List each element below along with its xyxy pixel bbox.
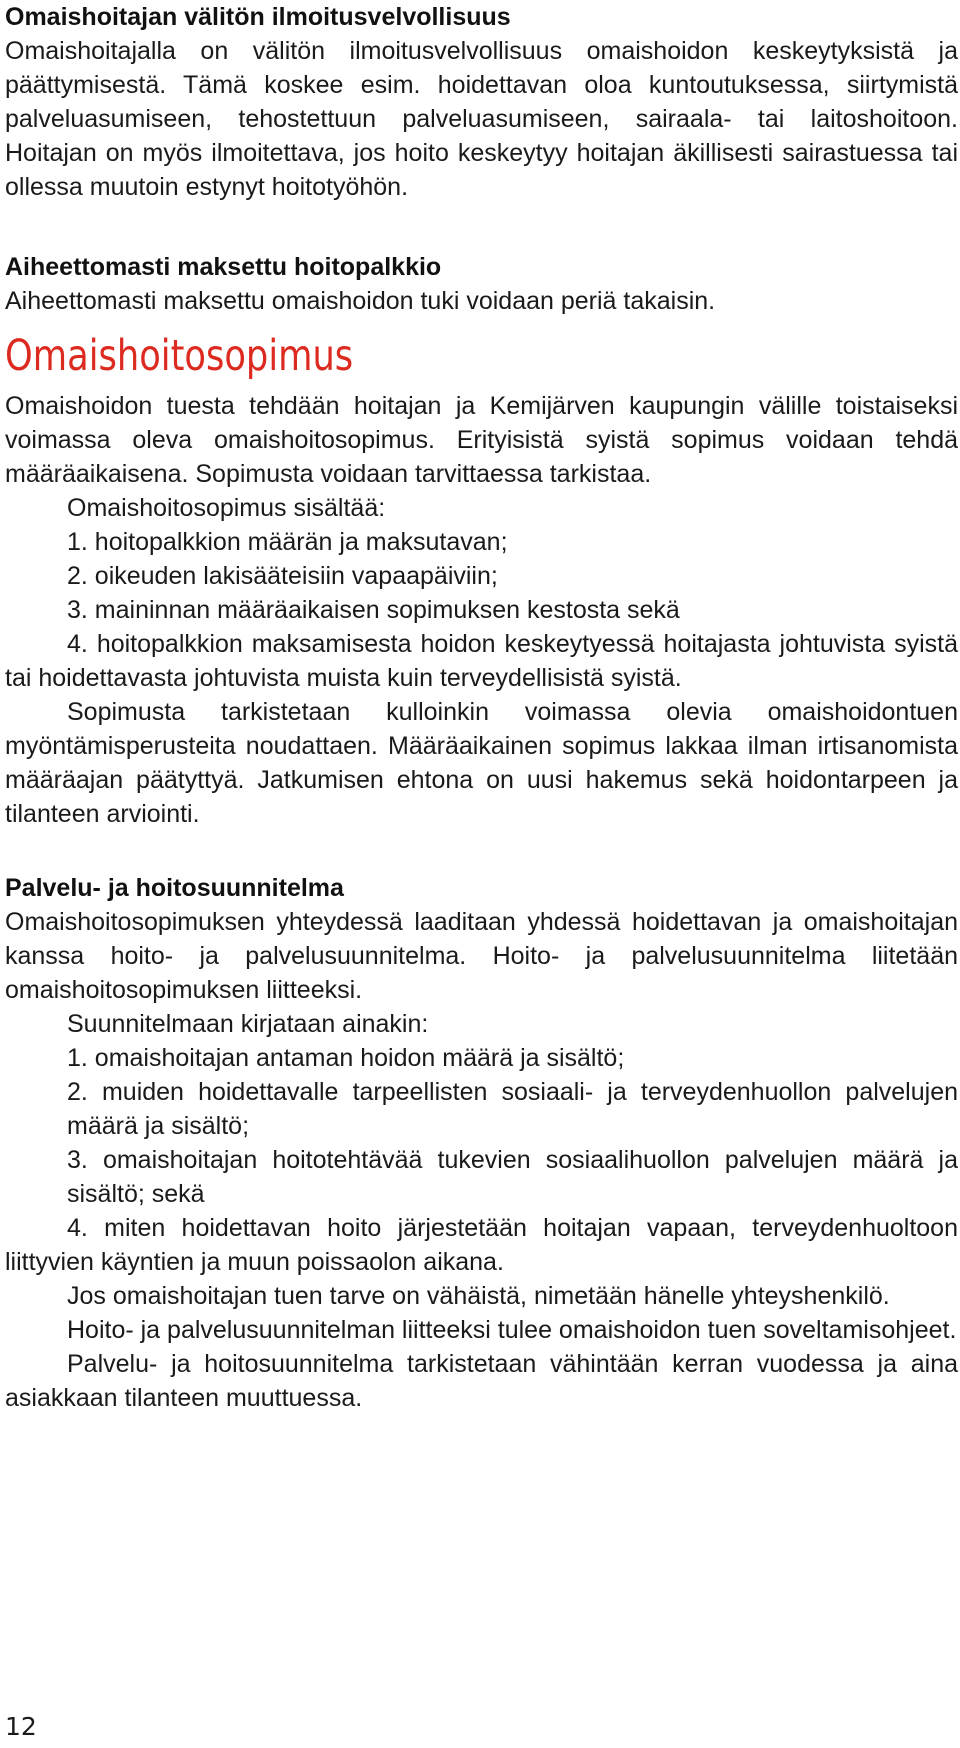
list-item: 1. hoitopalkkion määrän ja maksutavan; <box>67 528 508 556</box>
list-item: 1. omaishoitajan antaman hoidon määrä ja sisältö; <box>67 1044 625 1072</box>
section-title: Aiheettomasti maksettu hoitopalkkio <box>5 253 442 281</box>
section-omaishoitosopimus <box>5 328 958 831</box>
section-body: Aiheettomasti maksettu omaishoidon tuki voidaan periä takaisin. <box>5 287 716 315</box>
list-item: 3. omaishoitajan hoitotehtävää tukevien sosiaalihuollon palvelujen määrä ja sisältö; sekä <box>67 1146 958 1208</box>
list-item: 4. miten hoidettavan hoito järjestetään hoitajan vapaan, terveydenhuoltoon liittyvien käyntien ja muun poissaolon aikana. <box>5 1214 958 1276</box>
chapter-title: Omaishoitosopimus <box>5 331 354 381</box>
list-title: Omaishoitosopimus sisältää: <box>67 494 386 522</box>
paragraph: Hoito- ja palvelusuunnitelman liitteeksi tulee omaishoidon tuen soveltamisohjeet. <box>67 1316 957 1344</box>
paragraph: Palvelu- ja hoitosuunnitelma tarkistetaan vähintään kerran vuodessa ja aina asiakkaan tilanteen muuttuessa. <box>5 1350 958 1412</box>
document-page <box>5 0 958 1415</box>
section-title: Omaishoitajan välitön ilmoitusvelvollisuus <box>5 3 511 31</box>
list-item: 2. muiden hoidettavalle tarpeellisten sosiaali- ja terveydenhuollon palvelujen määrä ja sisältö; <box>67 1078 958 1140</box>
list-title: Suunnitelmaan kirjataan ainakin: <box>67 1010 429 1038</box>
section-ilmoitusvelvollisuus <box>5 0 958 204</box>
page-number: 12 <box>5 1712 37 1741</box>
section-intro: Omaishoitosopimuksen yhteydessä laaditaan yhdessä hoidettavan ja omaishoitajan kanssa hoito- ja palvelusuunnitelma. Hoito- ja palvelusuunnitelma liitetään omaishoitosopimuksen liitteeksi. <box>5 908 958 1004</box>
section-intro: Omaishoidon tuesta tehdään hoitajan ja Kemijärven kaupungin välille toistaiseksi voimassa oleva omaishoitosopimus. Erityisistä syistä sopimus voidaan tehdä määräaikaisena. Sopimusta voidaan tarvittaessa tarkistaa. <box>5 392 958 488</box>
section-palvelusuunnitelma <box>5 871 958 1415</box>
section-title: Palvelu- ja hoitosuunnitelma <box>5 874 344 902</box>
section-aiheettomasti <box>5 250 958 318</box>
list-item: 2. oikeuden lakisääteisiin vapaapäiviin; <box>67 562 498 590</box>
section-closing: Sopimusta tarkistetaan kulloinkin voimassa olevia omaishoidontuen myöntämisperusteita noudattaen. Määräaikainen sopimus lakkaa ilman irtisanomista määräajan päätyttyä. Jatkumisen ehtona on uusi hakemus sekä hoidontarpeen ja tilanteen arviointi. <box>5 698 958 828</box>
paragraph: Jos omaishoitajan tuen tarve on vähäistä, nimetään hänelle yhteyshenkilö. <box>67 1282 890 1310</box>
list-item: 4. hoitopalkkion maksamisesta hoidon keskeytyessä hoitajasta johtuvista syistä tai hoidettavasta johtuvista muista kuin terveydellisistä syistä. <box>5 630 958 692</box>
list-item: 3. maininnan määräaikaisen sopimuksen kestosta sekä <box>67 596 680 624</box>
section-body: Omaishoitajalla on välitön ilmoitusvelvollisuus omaishoidon keskeytyksistä ja päättymisestä. Tämä koskee esim. hoidettavan oloa kuntoutuksessa, siirtymistä palveluasumiseen, tehostettuun palveluasumiseen, sairaala- tai laitoshoitoon. Hoitajan on myös ilmoitettava, jos hoito keskeytyy hoitajan äkillisesti sairastuessa tai ollessa muutoin estynyt hoitotyöhön. <box>5 37 958 201</box>
